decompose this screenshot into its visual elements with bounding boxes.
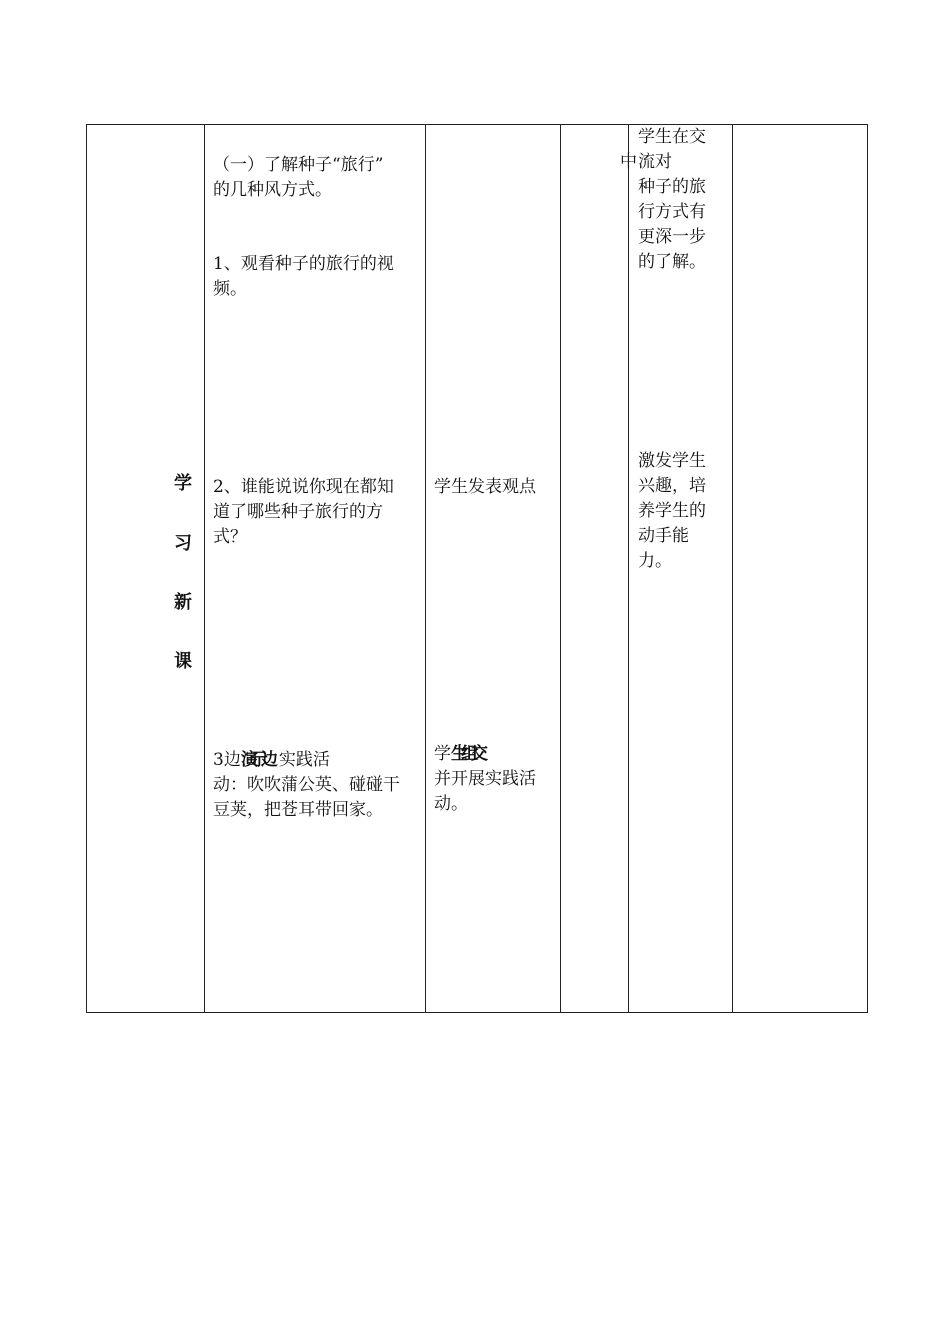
column-divider bbox=[560, 125, 561, 1012]
column-divider bbox=[732, 125, 733, 1012]
teacher-item-intro: （一）了解种子“旅行” 的几种风方式。 bbox=[213, 155, 384, 200]
student-response-3-prefix: 学 bbox=[434, 744, 451, 764]
section-label-char: 课 bbox=[174, 651, 192, 672]
teacher-item-3-rest: 动：吹吹蒲公英、碰碰干 豆荚，把苍耳带回家。 bbox=[213, 775, 400, 820]
student-response-3-overlap: 生组交 bbox=[451, 744, 481, 764]
section-label-char: 学 bbox=[174, 473, 192, 494]
teacher-item-3-prefix: 3边 bbox=[213, 750, 241, 770]
teacher-item-3-suffix: 实践活 bbox=[278, 750, 330, 770]
student-response-3-rest: 并开展实践活 动。 bbox=[434, 769, 536, 814]
purpose-note-2: 激发学生 兴趣，培 养学生的 动手能 力。 bbox=[638, 451, 706, 571]
teacher-item-3-overlap: 演示边 bbox=[240, 750, 271, 770]
student-response-3 bbox=[434, 742, 559, 767]
teacher-item-3 bbox=[213, 748, 423, 773]
purpose-note-1-line2: 流对 bbox=[638, 152, 672, 172]
teacher-item-2: 2、谁能说说你现在都知 道了哪些种子旅行的方 式？ bbox=[213, 477, 394, 547]
student-response-2: 学生发表观点 bbox=[434, 477, 536, 497]
teacher-item-1: 1、观看种子的旅行的视 频。 bbox=[213, 254, 394, 299]
section-label-char: 新 bbox=[174, 592, 192, 613]
lesson-plan-table bbox=[86, 124, 868, 1013]
column-divider bbox=[628, 125, 629, 1012]
purpose-note-1-rest: 种子的旅 行方式有 更深一步 的了解。 bbox=[638, 177, 706, 272]
column-divider bbox=[204, 125, 205, 1012]
section-label-char: 习 bbox=[174, 533, 192, 554]
purpose-note-1-line1: 学生在交 bbox=[638, 127, 706, 147]
column-divider bbox=[425, 125, 426, 1012]
purpose-note-1-zhong: 中 bbox=[620, 152, 637, 172]
